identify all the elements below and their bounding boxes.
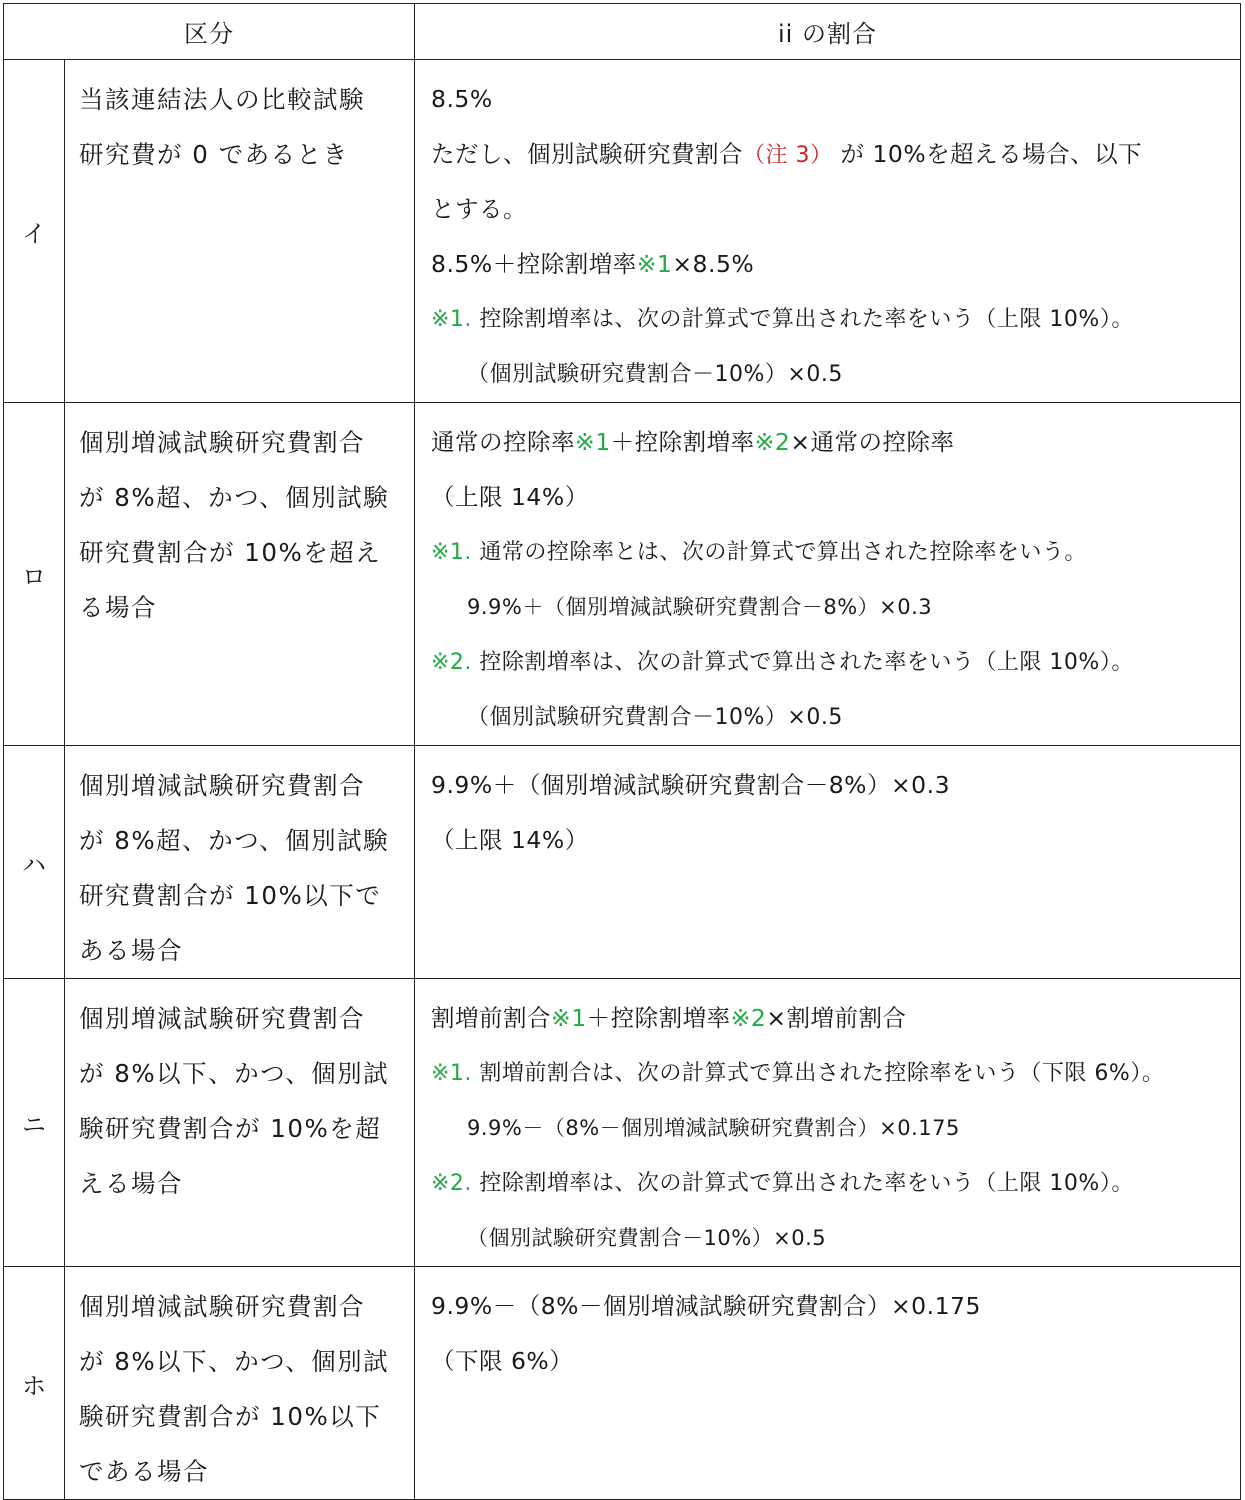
table-row <box>4 60 1241 403</box>
note-marker: ※2 <box>754 428 791 456</box>
note-text: 通常の控除率とは、次の計算式で算出された控除率をいう。 <box>471 540 1087 565</box>
condition-line: ある場合 <box>79 936 183 965</box>
note-marker: ※1. <box>431 540 472 565</box>
table-row <box>4 746 1241 979</box>
condition-line: 研究費割合が 10%以下で <box>79 881 382 910</box>
ratio-text: 8.5%＋控除割増率 <box>431 250 637 278</box>
ratio-text: ＋控除割増率 <box>586 1004 731 1032</box>
condition-line: 当該連結法人の比較試験 <box>79 85 365 114</box>
note-text: 割増前割合は、次の計算式で算出された控除率をいう（下限 6%）。 <box>471 1061 1165 1086</box>
note-line <box>431 635 1234 690</box>
ratio-text: 通常の控除率 <box>431 428 575 456</box>
ratio-line <box>431 415 1234 470</box>
note-marker: ※1. <box>431 1061 472 1086</box>
ratio-text: ただし、個別試験研究費割合 <box>431 140 743 168</box>
note-marker: ※2. <box>431 650 472 675</box>
ratio-cell <box>415 1267 1241 1500</box>
ratio-line: （上限 14%） <box>431 483 589 511</box>
condition-line: 個別増減試験研究費割合 <box>79 771 365 800</box>
header-category: 区分 <box>4 4 415 60</box>
condition-line: が 8%超、かつ、個別試験 <box>79 826 390 855</box>
note-line <box>431 1046 1234 1101</box>
ratio-text: ＋控除割増率 <box>610 428 755 456</box>
formula-line: 9.9%＋（個別増減試験研究費割合－8%）×0.3 <box>467 595 933 619</box>
ratio-line: 9.9%＋（個別増減試験研究費割合－8%）×0.3 <box>431 771 951 799</box>
condition-line: る場合 <box>79 593 157 622</box>
ratio-line: とする。 <box>431 195 527 223</box>
condition-line: が 8%超、かつ、個別試験 <box>79 483 390 512</box>
note-marker: ※1 <box>636 250 673 278</box>
ratio-text: ×割増前割合 <box>766 1004 907 1032</box>
note-marker: ※1. <box>431 307 472 332</box>
ratio-line: （上限 14%） <box>431 826 589 854</box>
ratio-line: 9.9%－（8%－個別増減試験研究費割合）×0.175 <box>431 1292 981 1320</box>
row-label: イ <box>4 60 65 403</box>
table-row <box>4 403 1241 746</box>
note-marker: ※1 <box>551 1004 587 1032</box>
ratio-text: ×8.5% <box>672 250 755 278</box>
table-row <box>4 1267 1241 1500</box>
ratio-cell <box>415 979 1241 1267</box>
ratio-text: 割増前割合 <box>431 1004 551 1032</box>
note-text: 控除割増率は、次の計算式で算出された率をいう（上限 10%）。 <box>471 307 1134 332</box>
note-text: 控除割増率は、次の計算式で算出された率をいう（上限 10%）。 <box>471 1171 1134 1196</box>
note-reference: （注 3） <box>743 143 833 168</box>
condition-line: が 8%以下、かつ、個別試 <box>79 1347 390 1376</box>
condition-line: が 8%以下、かつ、個別試 <box>79 1059 390 1088</box>
condition-cell <box>65 979 415 1267</box>
note-line <box>431 525 1234 580</box>
table-row <box>4 979 1241 1267</box>
row-label: ハ <box>4 746 65 979</box>
ratio-cell <box>415 746 1241 979</box>
note-marker: ※2 <box>730 1004 767 1032</box>
formula-line: 9.9%－（8%－個別増減試験研究費割合）×0.175 <box>467 1116 960 1140</box>
header-ratio: ii の割合 <box>415 4 1241 60</box>
ratio-cell <box>415 60 1241 403</box>
note-line <box>431 292 1234 347</box>
row-label: ニ <box>4 979 65 1267</box>
condition-line: 個別増減試験研究費割合 <box>79 1004 365 1033</box>
condition-line: 研究費が 0 であるとき <box>79 140 349 169</box>
ratio-text: が 10%を超える場合、以下 <box>832 140 1143 168</box>
condition-cell <box>65 746 415 979</box>
condition-cell <box>65 1267 415 1500</box>
condition-line: 験研究費割合が 10%を超 <box>79 1114 382 1143</box>
note-marker: ※2. <box>431 1171 472 1196</box>
row-label: ロ <box>4 403 65 746</box>
condition-line: 研究費割合が 10%を超え <box>79 538 382 567</box>
ratio-line <box>431 991 1234 1046</box>
rate-table <box>3 3 1241 1500</box>
ratio-line: 8.5% <box>431 85 493 113</box>
note-text: 控除割増率は、次の計算式で算出された率をいう（上限 10%）。 <box>471 650 1134 675</box>
row-label: ホ <box>4 1267 65 1500</box>
condition-cell <box>65 403 415 746</box>
formula-line: （個別試験研究費割合－10%）×0.5 <box>467 1226 827 1250</box>
condition-line: える場合 <box>79 1169 183 1198</box>
ratio-cell <box>415 403 1241 746</box>
note-line <box>431 1156 1234 1211</box>
condition-cell <box>65 60 415 403</box>
note-marker: ※1 <box>575 428 611 456</box>
condition-line: 験研究費割合が 10%以下 <box>79 1402 382 1431</box>
ratio-text: ×通常の控除率 <box>790 428 955 456</box>
condition-line: 個別増減試験研究費割合 <box>79 428 365 457</box>
condition-line: である場合 <box>79 1457 209 1486</box>
condition-line: 個別増減試験研究費割合 <box>79 1292 365 1321</box>
ratio-line: （下限 6%） <box>431 1347 574 1375</box>
header-row <box>4 4 1241 60</box>
formula-line: （個別試験研究費割合－10%）×0.5 <box>467 705 843 730</box>
ratio-line <box>431 127 1234 182</box>
ratio-line <box>431 237 1234 292</box>
formula-line: （個別試験研究費割合－10%）×0.5 <box>467 362 843 387</box>
